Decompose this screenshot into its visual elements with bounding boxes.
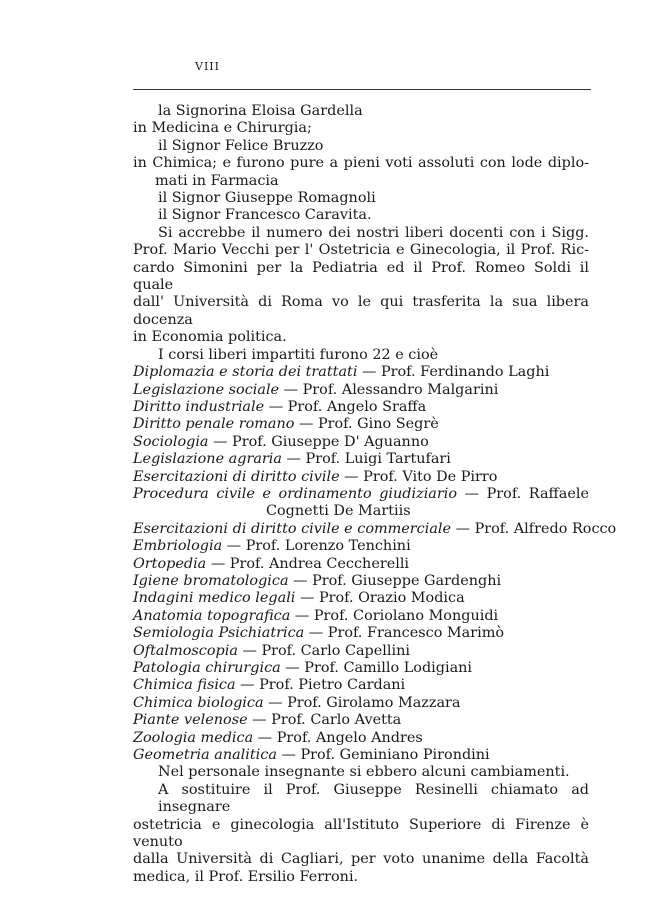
intro-line: il Signor Francesco Caravita. — [158, 207, 372, 224]
course-subject: Indagini medico legali — [133, 590, 296, 607]
course-teacher: — Prof. Alfredo Rocco — [451, 520, 617, 537]
intro-line: la Signorina Eloisa Gardella — [158, 103, 363, 119]
course-line — [133, 556, 589, 573]
course-line — [133, 451, 589, 468]
course-subject: Semiologia Psichiatrica — [133, 625, 305, 642]
course-line — [133, 712, 589, 729]
course-subject: Anatomia topografica — [133, 607, 291, 624]
docenti-line: Prof. Mario Vecchi per l' Ostetricia e Ginecologia, il Prof. Ric- — [133, 242, 589, 259]
course-subject: Igiene bromatologica — [133, 572, 289, 589]
course-teacher: — Prof. Geminiano Pirondini — [276, 747, 490, 764]
header-rule — [133, 89, 591, 90]
course-subject: Sociologia — [133, 433, 209, 450]
intro-line: il Signor Felice Bruzzo — [158, 137, 324, 154]
course-line — [133, 520, 617, 538]
course-line — [133, 625, 589, 642]
course-subject: Diplomazia e storia dei trattati — [133, 364, 358, 381]
course-subject: Esercitazioni di diritto civile — [133, 468, 340, 485]
docenti-line: Si accrebbe il numero dei nostri liberi docenti con i Sigg. — [158, 224, 589, 241]
course-teacher: — Prof. Andrea Ceccherelli — [206, 555, 410, 572]
course-subject: Piante velenose — [133, 712, 248, 729]
course-line — [133, 538, 589, 555]
course-subject: Embriologia — [133, 538, 223, 555]
course-teacher: — Prof. Luigi Tartufari — [281, 451, 451, 468]
course-continuation: Cognetti De Martiis — [266, 503, 411, 520]
closing-sentence: Nel personale insegnante si ebbero alcuni cambiamenti. — [158, 764, 570, 781]
course-line — [133, 399, 589, 416]
course-subject: Procedura civile e ordinamento giudiziario — [133, 485, 458, 502]
intro-line: mati in Farmacia — [155, 172, 279, 189]
course-subject: Zoologia medica — [133, 729, 254, 746]
course-subject: Esercitazioni di diritto civile e commerciale — [133, 520, 452, 537]
course-line — [133, 660, 589, 677]
corsi-intro: I corsi liberi impartiti furono 22 e cioè — [158, 346, 439, 363]
docenti-line: in Economia politica. — [133, 329, 287, 346]
course-subject: Diritto industriale — [133, 398, 265, 415]
course-line — [133, 469, 589, 486]
intro-line: il Signor Giuseppe Romagnoli — [158, 190, 376, 207]
course-subject: Geometria analitica — [133, 747, 277, 764]
closing-line: medica, il Prof. Ersilio Ferroni. — [133, 868, 359, 885]
course-line — [133, 573, 589, 590]
course-teacher: — Prof. Giuseppe Gardenghi — [288, 572, 502, 589]
course-line — [133, 747, 589, 764]
course-teacher: — Prof. Francesco Marimò — [304, 625, 505, 642]
course-line — [133, 677, 589, 694]
course-teacher: — Prof. Giuseppe D' Aguanno — [208, 433, 429, 450]
course-teacher: — Prof. Orazio Modica — [295, 590, 465, 607]
course-line — [133, 695, 589, 712]
course-teacher: — Prof. Girolamo Mazzara — [263, 694, 461, 711]
page-number: VIII — [195, 60, 220, 73]
closing-line: ostetricia e ginecologia all'Istituto Superiore di Firenze è venuto — [133, 816, 589, 851]
course-teacher: — Prof. Angelo Andres — [253, 729, 423, 746]
course-subject: Legislazione sociale — [133, 381, 280, 398]
course-teacher: — Prof. Camillo Lodigiani — [280, 660, 473, 676]
course-line — [133, 590, 589, 607]
intro-line: in Medicina e Chirurgia; — [133, 120, 312, 137]
course-line — [133, 608, 589, 625]
course-teacher: — Prof. Raffaele — [457, 485, 589, 502]
course-teacher: — Prof. Coriolano Monguidi — [290, 607, 499, 624]
closing-line: dalla Università di Cagliari, per voto unanime della Facoltà — [133, 851, 589, 868]
course-teacher: — Prof. Carlo Capellini — [237, 642, 410, 659]
course-line — [133, 364, 589, 381]
course-subject: Diritto penale romano — [133, 416, 295, 433]
course-subject: Chimica biologica — [133, 694, 264, 711]
course-teacher: — Prof. Lorenzo Tenchini — [222, 538, 411, 555]
course-teacher: — Prof. Angelo Sraffa — [264, 398, 427, 415]
course-subject: Legislazione agraria — [133, 451, 282, 468]
course-teacher: — Prof. Gino Segrè — [294, 416, 439, 433]
closing-line: A sostituire il Prof. Giuseppe Resinelli chiamato ad insegnare — [158, 781, 589, 816]
course-teacher: — Prof. Pietro Cardani — [235, 677, 406, 694]
course-teacher: — Prof. Alessandro Malgarini — [279, 381, 499, 398]
course-line — [133, 382, 589, 399]
course-subject: Patologia chirurgica — [133, 660, 281, 676]
course-line — [133, 486, 589, 503]
course-line — [133, 416, 589, 433]
course-subject: Ortopedia — [133, 555, 207, 572]
course-teacher: — Prof. Carlo Avetta — [247, 712, 402, 729]
docenti-line: cardo Simonini per la Pediatria ed il Prof. Romeo Soldi il quale — [133, 259, 589, 294]
intro-line: in Chimica; e furono pure a pieni voti assoluti con lode diplo- — [133, 155, 589, 172]
docenti-line: dall' Università di Roma vo le qui trasferita la sua libera docenza — [133, 294, 589, 328]
body-text — [133, 103, 617, 886]
course-line — [133, 434, 589, 451]
course-teacher: — Prof. Vito De Pirro — [339, 468, 498, 485]
course-line — [133, 730, 589, 747]
course-teacher: — Prof. Ferdinando Laghi — [357, 364, 550, 381]
course-subject: Oftalmoscopia — [133, 642, 238, 659]
course-subject: Chimica fisica — [133, 677, 236, 694]
course-line — [133, 643, 589, 660]
